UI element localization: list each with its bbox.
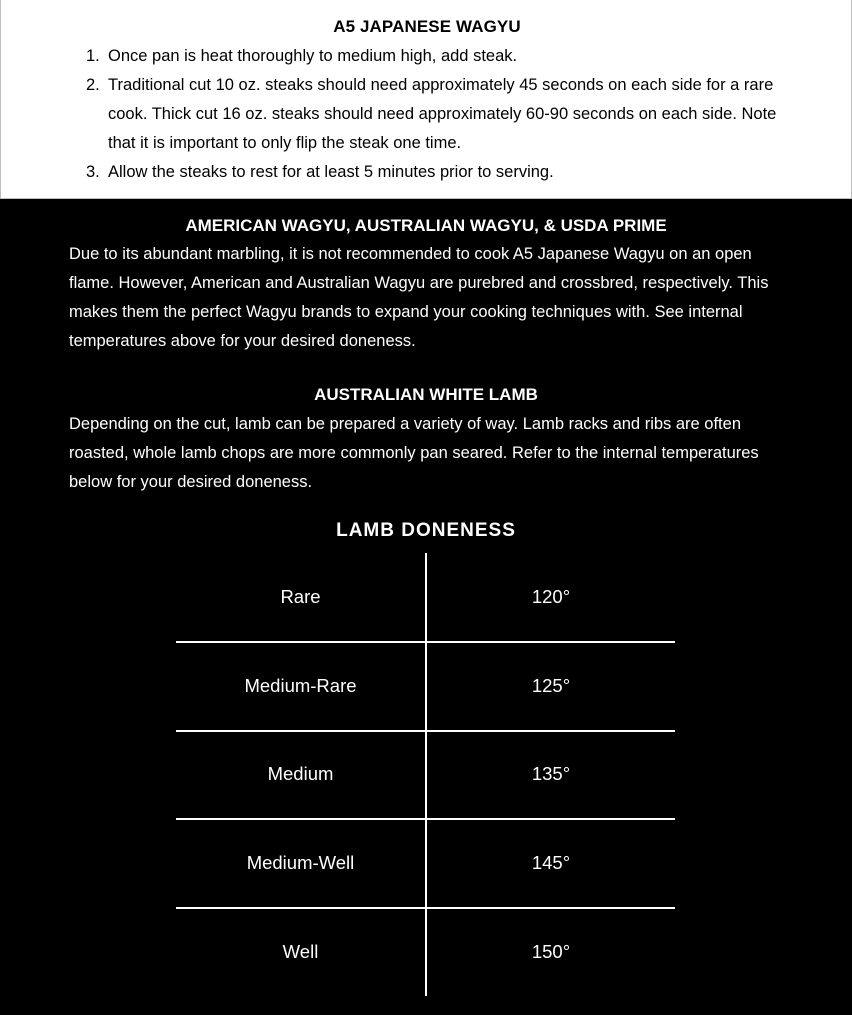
step-number: 2. [86,76,100,94]
doneness-label: Medium-Rare [244,675,357,696]
japanese-wagyu-section [0,0,852,199]
temperature-value: 145° [531,852,571,873]
doneness-label: Rare [280,586,321,607]
doneness-label: Medium-Well [246,852,355,873]
temperature-value: 120° [531,586,571,607]
temperature-value: 125° [531,675,571,696]
american-wagyu-paragraph: Due to its abundant marbling, it is not recommended to cook A5 Japanese Wagyu on an open flame. However, American and Australian Wagyu are purebred and crossbred, respectively. This makes them the perfect Wagyu brands to expand your cooking techniques with. See internal temperatures above for your desired doneness. [69,245,769,350]
american-wagyu-title: AMERICAN WAGYU, AUSTRALIAN WAGYU, & USDA PRIME [185,216,667,235]
step-text: Allow the steaks to rest for at least 5 minutes prior to serving. [108,163,554,181]
australian-lamb-paragraph: Depending on the cut, lamb can be prepared a variety of way. Lamb racks and ribs are often roasted, whole lamb chops are more commonly pan seared. Refer to the internal temperatures below for your desired doneness. [69,415,759,491]
step-number: 3. [86,163,100,181]
cooking-step [86,71,784,158]
lamb-doneness-title: LAMB DONENESS [336,520,516,541]
temperature-value: 150° [531,941,571,962]
cooking-step [86,42,798,71]
step-text: Once pan is heat thoroughly to medium high, add steak. [108,47,518,65]
lamb-doneness-table [176,553,675,996]
japanese-wagyu-title: A5 JAPANESE WAGYU [333,17,521,36]
temperature-value: 135° [531,763,571,784]
doneness-label: Medium [267,763,334,784]
table-column-divider [425,553,427,996]
doneness-label: Well [282,941,319,962]
cooking-steps-list [86,42,798,187]
step-text: Traditional cut 10 oz. steaks should need approximately 45 seconds on each side for a rare cook. Thick cut 16 oz. steaks should need approximately 60-90 seconds on each side. Note that it is important to only flip the steak one time. [108,76,777,152]
step-number: 1. [86,47,100,65]
cooking-step [86,158,798,187]
australian-lamb-title: AUSTRALIAN WHITE LAMB [314,385,538,404]
